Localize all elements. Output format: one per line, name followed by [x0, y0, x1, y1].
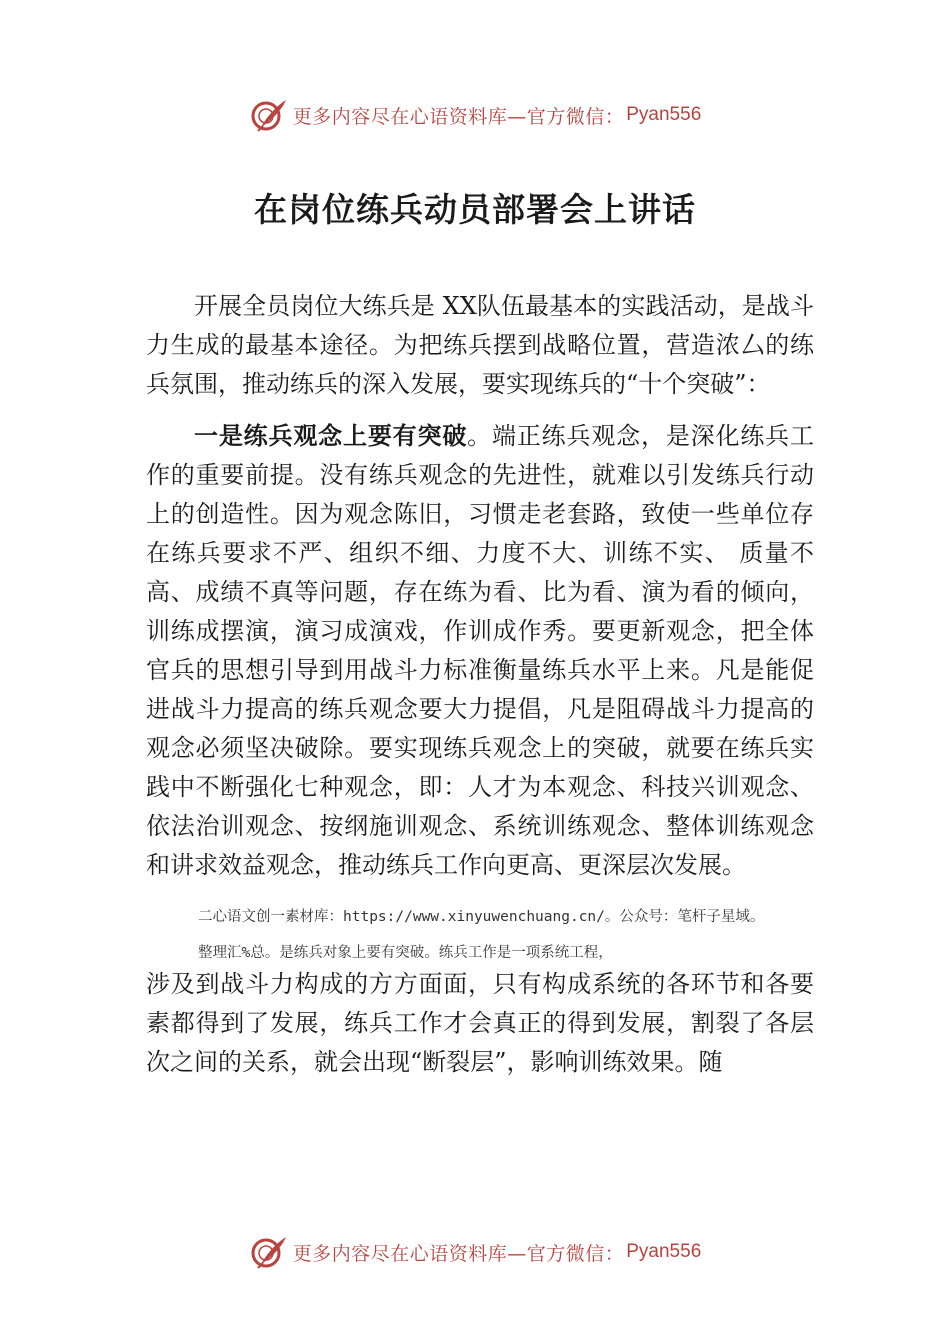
wechat-id: Pyan556 [626, 1241, 702, 1262]
quill-pen-logo-icon [249, 1234, 289, 1270]
footer-banner [0, 1232, 950, 1272]
source-note: 二心语文创一素材库：https://www.xinyuwenchuang.cn/。公众号：笔杆子星域。 [198, 909, 765, 925]
paragraph-first-point [146, 417, 814, 885]
paragraph-body: 。端正练兵观念，是深化练兵工作的重要前提。没有练兵观念的先进性，就难以引发练兵行动上的创造性。因为观念陈旧，习惯走老套路，致使一些单位存在练兵要求不严、组织不细、力度不大、训练不实、 质量不高、成绩不真等问题，存在练为看、比为看、演为看的倾向，训练成摆演，演习成演戏，作训成作秀。要更新观念，把全体官兵的思想引导到用战斗力标准衡量练兵水平上来。凡是能促进战斗力提高的练兵观念要大力提倡，凡是阻碍战斗力提高的观念必须坚决破除。要实现练兵观念上的突破，就要在练兵实践中不断强化七种观念，即：人才为本观念、科技兴训观念、依法治训观念、按纲施训观念、系统训练观念、整体训练观念和讲求效益观念，推动练兵工作向更高、更深层次发展。 [146, 422, 815, 879]
paragraph-continuation: 涉及到战斗力构成的方方面面，只有构成系统的各环节和各要素都得到了发展，练兵工作才会真正的得到发展，割裂了各层次之间的关系，就会出现“断裂层”，影响训练效果。随 [146, 970, 814, 1076]
wechat-id: Pyan556 [626, 104, 702, 125]
header-banner [0, 95, 950, 135]
document-title: 在岗位练兵动员部署会上讲话 [254, 190, 696, 229]
paragraph-intro: 开展全员岗位大练兵是 XX队伍最基本的实践活动，是战斗力生成的最基本途径。为把练兵摆到战略位置，营造浓厶的练兵氛围，推动练兵的深入发展，要实现练兵的“十个突破”： [146, 292, 814, 398]
quill-pen-logo-icon [249, 97, 289, 133]
paragraph-lead: 一是练兵观念上要有突破 [194, 422, 468, 450]
summary-note: 整理汇%总。是练兵对象上要有突破。练兵工作是一项系统工程， [198, 945, 613, 961]
document-body [146, 287, 814, 1082]
banner-text: 更多内容尽在心语资料库—官方微信： [292, 105, 625, 128]
banner-text: 更多内容尽在心语资料库—官方微信： [292, 1242, 625, 1265]
